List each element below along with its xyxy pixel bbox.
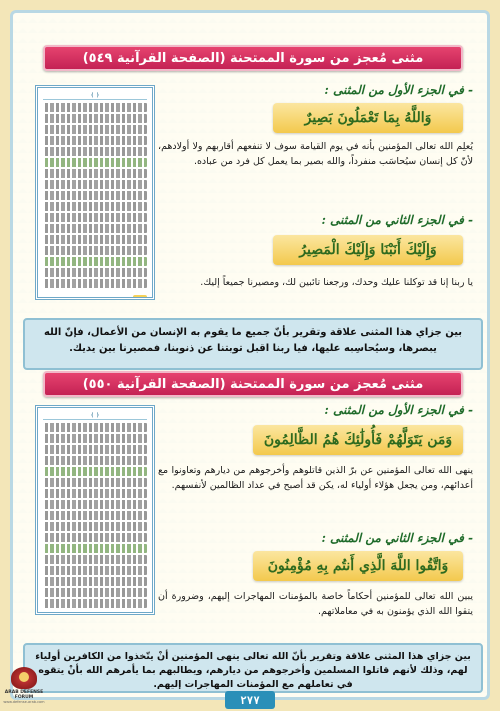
part2-explanation: يبين الله تعالى للمؤمنين أحكاماً خاصة بالمؤمنات المهاجرات إليهم، وضرورة أن يتقوا الله الذي يؤمنون به في معاملاتهم. [158, 591, 473, 617]
part2-title: - في الجزء الثاني من المثنى : [321, 531, 473, 545]
summary-box-1: بين جزاي هذا المثنى علاقة وتقرير بأنّ جميع ما يقوم به الإنسان من الأعمال، فإنّ الله يبصرها، وسيُحاسِبه عليها، فيا ربنا اقبل توبتنا عن ذنوبنا، فمصيرنا بين يديك. [23, 318, 483, 370]
section-header: مثنى مُعجز من سورة الممتحنة (الصفحة القرآنية ٥٤٩) [43, 45, 463, 71]
part1-title: - في الجزء الأول من المثنى : [324, 83, 473, 97]
highlight-mark-icon [133, 295, 147, 300]
shield-emblem-icon [11, 667, 37, 689]
summary-box-2: بين جزاي هذا المثنى علاقة وتقرير بأنّ الله تعالى ينهى المؤمنين أنْ يتّخذوا من الكافرين أولياء لهم، وذلك لأنهم قاتلوا المسلمين وأخرجوهم من ديارهم، ويطالبهم بما يأمرهم الله بأنْ يتقوه في تعاملهم مع المؤمنات المهاجرات إليهم. [23, 643, 483, 693]
logo-name: ARAB DEFENSE FORUM [4, 690, 44, 700]
logo-url: www.defense-arab.com [3, 700, 45, 704]
section-page-550 [23, 371, 483, 641]
mushaf-header: ﴿ ﴾ [43, 92, 147, 100]
part1-explanation: يُعلِم الله تعالى المؤمنين بأنه في يوم القيامة سوف لا تنفعهم أقاربهم ولا أولادهم، لأنّ كل إنسان سيُحاسَب منفرداً، والله بصير بما يعمل كل فرد من عباده. [158, 141, 473, 167]
part2-ayah: وَإِلَيْكَ أَنَبْنَا وَإِلَيْكَ الْمَصِيرُ [273, 235, 463, 265]
page-frame [10, 10, 490, 700]
section-page-549 [23, 35, 483, 335]
part1-title: - في الجزء الأول من المثنى : [324, 403, 473, 417]
page-number: ٢٧٧ [225, 691, 275, 709]
mushaf-header: ﴿ ﴾ [43, 412, 147, 420]
part2-ayah: وَاتَّقُوا اللَّهَ الَّذِي أَنتُم بِهِ مُؤْمِنُونَ [253, 551, 463, 581]
forum-logo [2, 667, 46, 707]
part1-ayah: وَمَن يَتَوَلَّهُمْ فَأُولَٰئِكَ هُمُ الظَّالِمُونَ [253, 425, 463, 455]
mushaf-page-image [35, 405, 155, 615]
part1-explanation: ينهى الله تعالى المؤمنين عن برّ الذين قاتلوهم وأخرجوهم من ديارهم وتعاونوا مع أعدائهم، ومن يجعل هؤلاء أولياء له، يكن قد أصبح في عداد الظالمين لأنفسهم. [158, 465, 473, 491]
part2-title: - في الجزء الثاني من المثنى : [321, 213, 473, 227]
part2-explanation: يا ربنا إنا قد توكلنا عليك وحدك، ورجعنا تائبين لك، ومصيرنا جميعاً إليك. [200, 277, 473, 288]
mushaf-page-image [35, 85, 155, 300]
section-header: مثنى مُعجز من سورة الممتحنة (الصفحة القرآنية ٥٥٠) [43, 371, 463, 397]
part1-ayah: وَاللَّهُ بِمَا تَعْمَلُونَ بَصِيرٌ [273, 103, 463, 133]
